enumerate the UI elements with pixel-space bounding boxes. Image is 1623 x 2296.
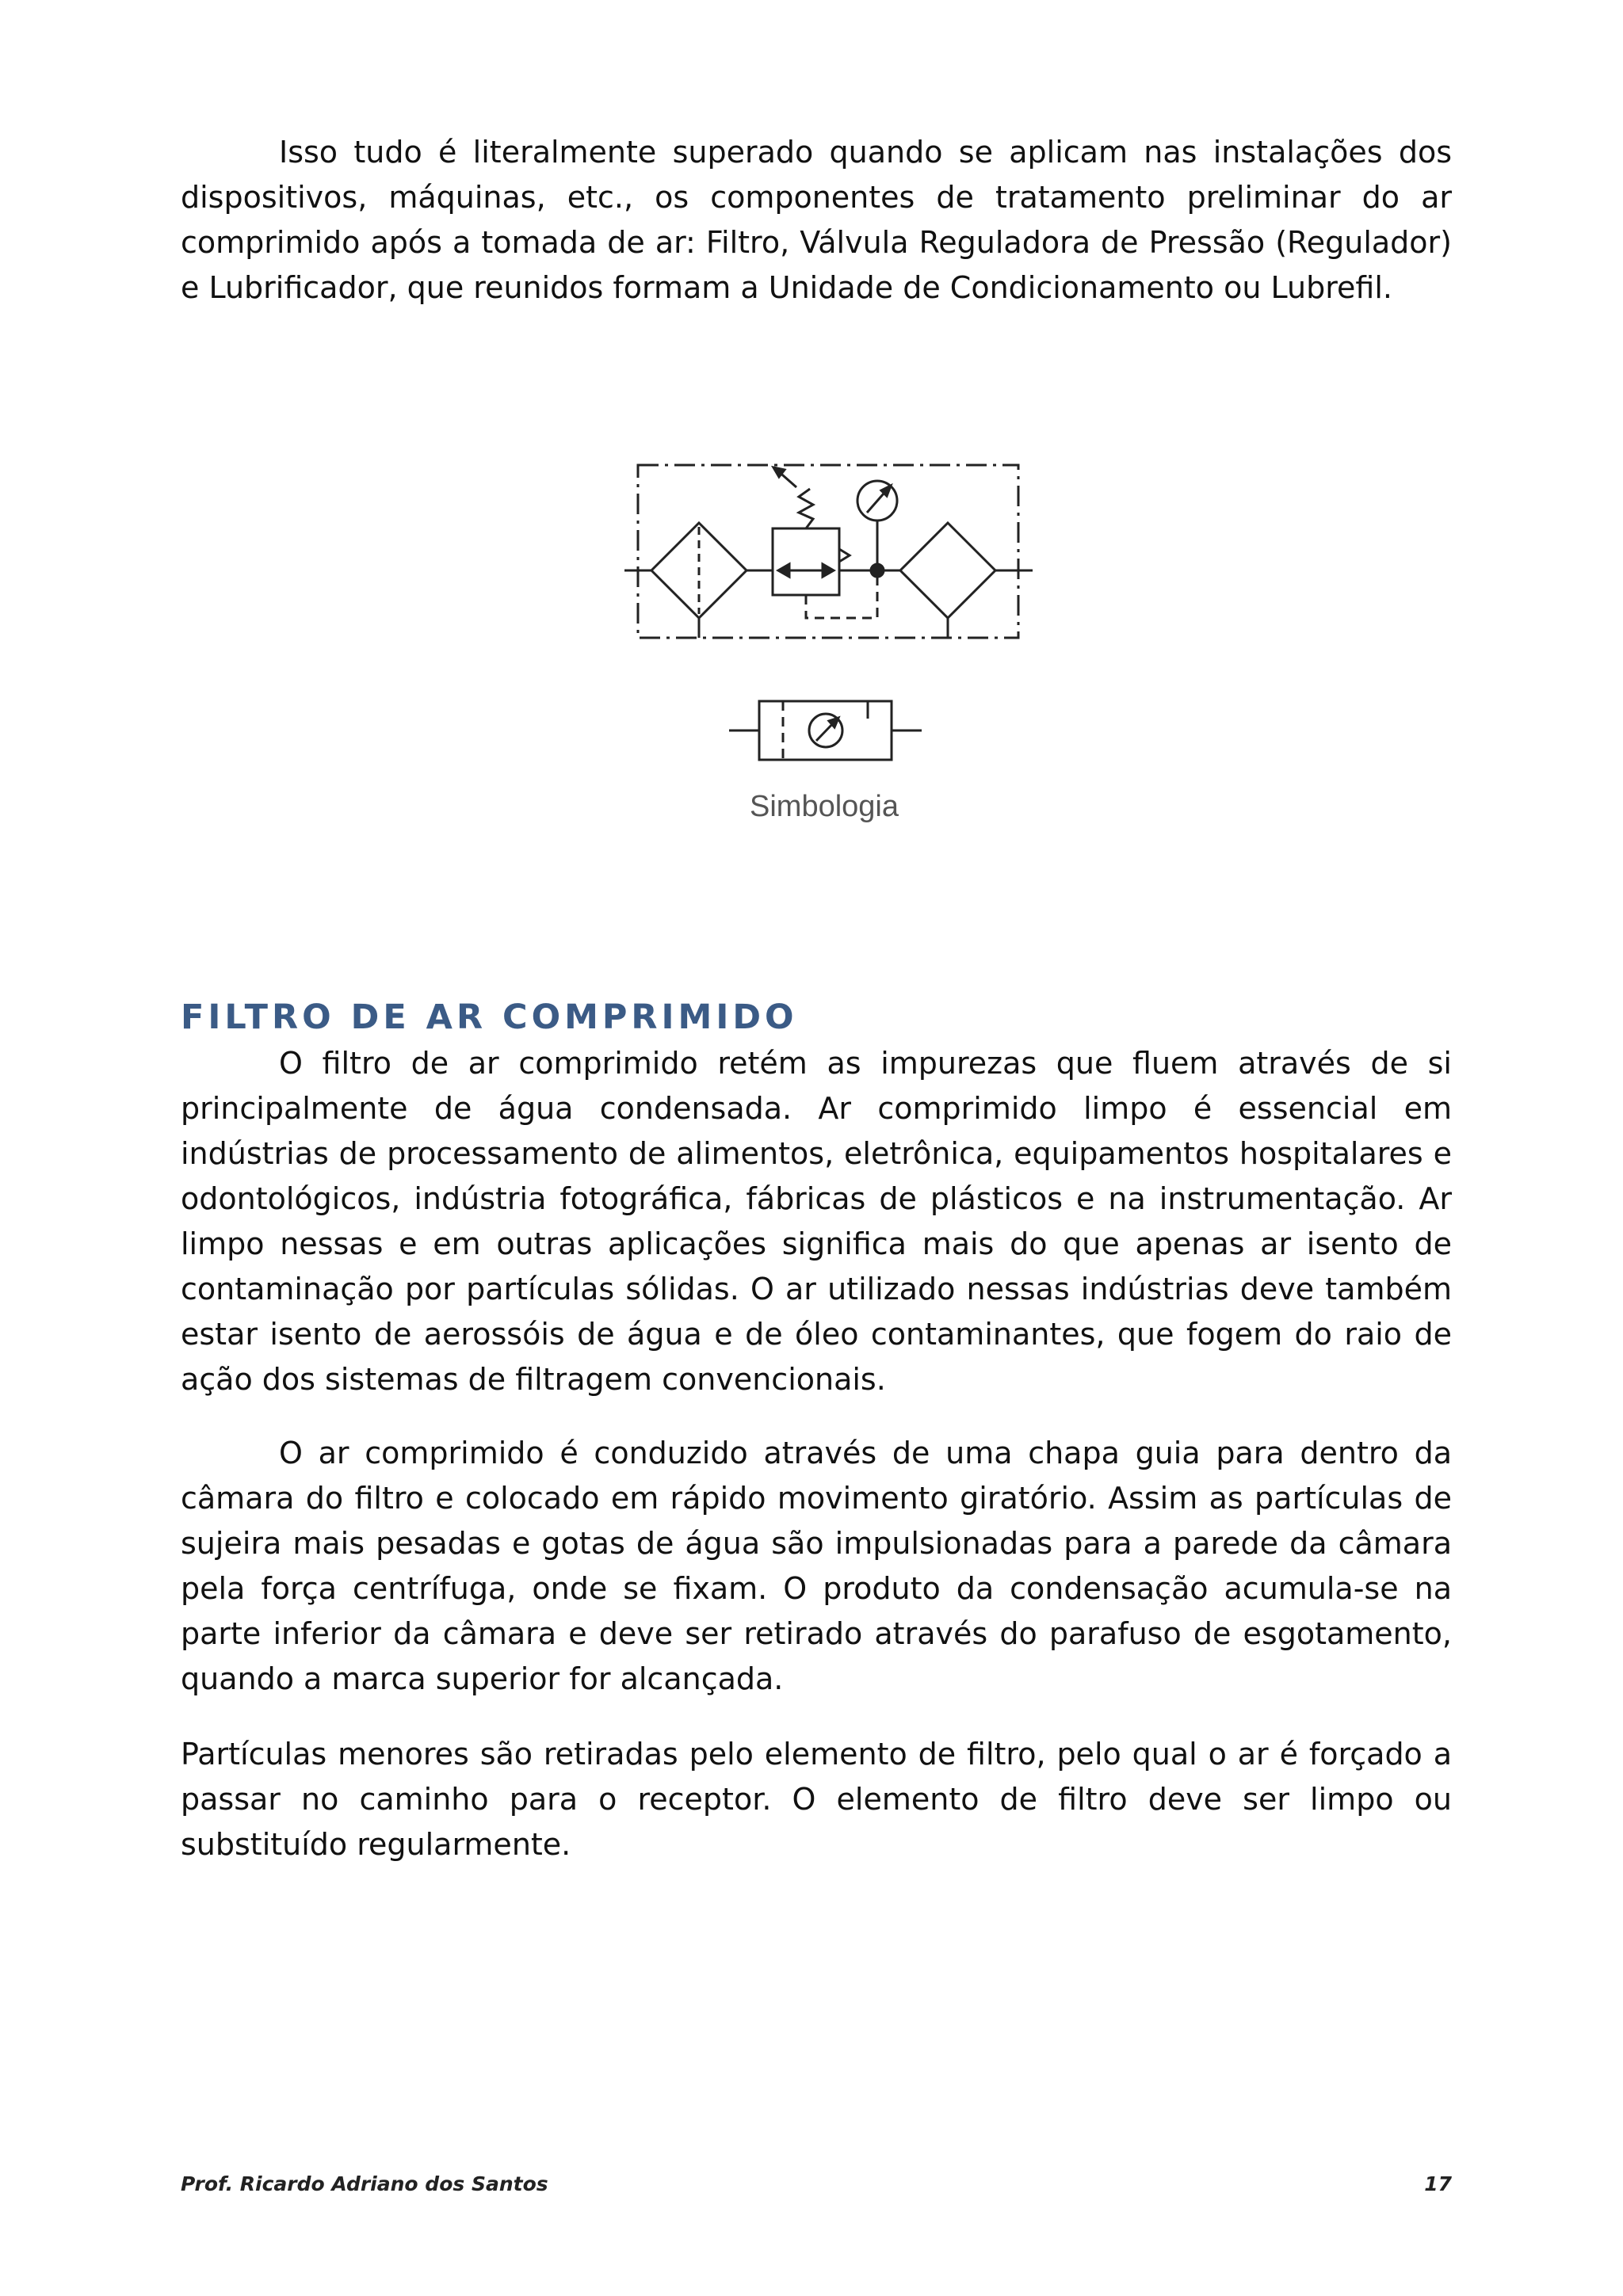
section-paragraph: O ar comprimido é conduzido através de uma chapa guia para dentro da câmara do filtro e colocado em rápido movimento giratório. Assim as partículas de sujeira mais pesadas e gotas de água são impulsionadas para a parede da câmara pela força centrífuga, onde se fixam. O produto da condensação acumula-se na parte inferior da câmara e deve ser retirado através do parafuso de esgotamento, quando a marca superior for alcançada. — [181, 1436, 1452, 1696]
page-number: 17 — [1424, 2172, 1452, 2195]
intro-paragraph: Isso tudo é literalmente superado quando se aplicam nas instalações dos dispositivos, máquinas, etc., os componentes de tratamento preliminar do ar comprimido após a tomada de ar: Filtro, Válvula Reguladora de Pressão (Regulador) e Lubrificador, que reunidos formam a Unidade de Condicionamento ou Lubrefil. — [181, 135, 1452, 305]
air-service-unit-symbol — [610, 456, 1038, 788]
footer-author: Prof. Ricardo Adriano dos Santos — [181, 2172, 548, 2195]
section-paragraph-3-block — [181, 1732, 1452, 1867]
section-heading: FILTRO DE AR COMPRIMIDO — [181, 997, 798, 1037]
section-paragraph: Partículas menores são retiradas pelo elemento de filtro, pelo qual o ar é forçado a passar no caminho para o receptor. O elemento de filtro deve ser limpo ou substituído regularmente. — [181, 1737, 1452, 1862]
intro-block — [181, 130, 1452, 311]
section-paragraph: O filtro de ar comprimido retém as impurezas que fluem através de si principalmente de água condensada. Ar comprimido limpo é essencial em indústrias de processamento de alimentos, eletrônica, equipamentos hospitalares e odontológicos, indústria fotográfica, fábricas de plásticos e na instrumentação. Ar limpo nessas e em outras aplicações significa mais do que apenas ar isento de contaminação por partículas sólidas. O ar utilizado nessas indústrias deve também estar isento de aerossóis de água e de óleo contaminantes, que fogem do raio de ação dos sistemas de filtragem convencionais. — [181, 1046, 1452, 1397]
regulator-spring — [799, 489, 813, 528]
symbology-figure — [610, 456, 1038, 832]
page-footer — [181, 2172, 1452, 2204]
junction-dot — [871, 564, 884, 577]
section-paragraph-1-block — [181, 1041, 1452, 1402]
figure-caption: Simbologia — [750, 790, 899, 823]
section-paragraph-2-block — [181, 1431, 1452, 1702]
regulator-symbol — [773, 528, 839, 595]
lubricator-symbol — [900, 523, 995, 618]
